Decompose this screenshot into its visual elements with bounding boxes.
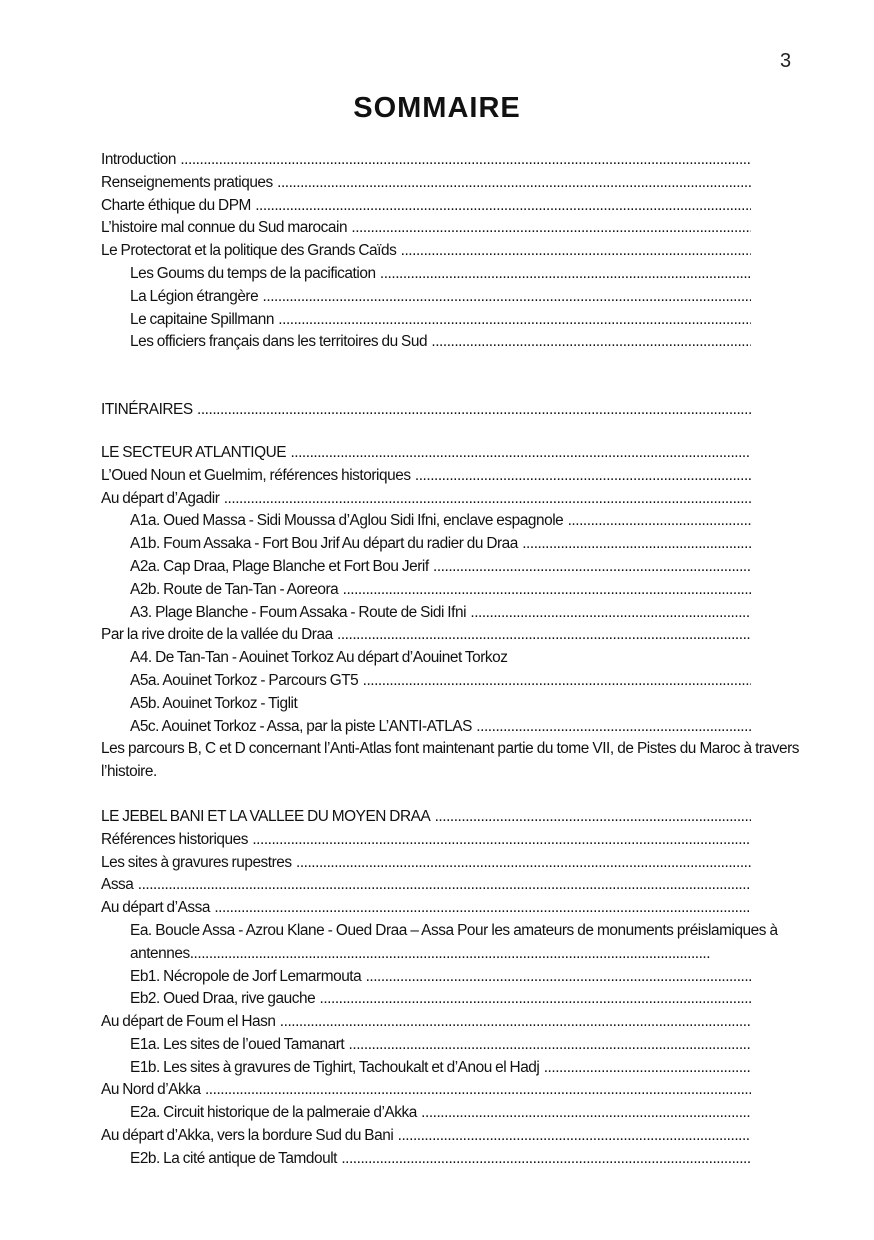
anti-atlas-note: Les parcours B, C et D concernant l’Anti-Atlas font maintenant partie du tome VII, de Pistes du Maroc à travers l’histoire.	[101, 740, 799, 781]
page-title: SOMMAIRE	[353, 92, 521, 124]
toc-subentry-e2a[interactable]: E2a. Circuit historique de la palmeraie d’Akka .....	[101, 1102, 751, 1125]
toc-subentry-a5b[interactable]: A5b. Aouinet Torkoz - Tiglit	[130, 694, 298, 712]
toc-subentry-eb1[interactable]: Eb1. Nécropole de Jorf Lemarmouta .....	[101, 966, 751, 989]
dot-leader: ........................................................................................................................................	[189, 944, 711, 962]
toc-entry-references[interactable]: Références historiques .....	[101, 829, 751, 852]
toc-subentry-a2b[interactable]: A2b. Route de Tan-Tan - Aoreora .....	[101, 579, 751, 602]
toc-heading-jebel-bani[interactable]: LE JEBEL BANI ET LA VALLEE DU MOYEN DRAA .....	[101, 806, 751, 829]
toc-subentry-ea-text: Ea. Boucle Assa - Azrou Klane - Oued Draa – Assa Pour les amateurs de monuments préislamiques à antennes	[130, 921, 778, 962]
table-of-contents	[101, 149, 799, 1171]
toc-subentry-e2b[interactable]: E2b. La cité antique de Tamdoult .....	[101, 1148, 751, 1171]
toc-entry-assa[interactable]: Assa .....	[101, 874, 751, 897]
toc-subentry-officiers[interactable]: Les officiers français dans les territoires du Sud .....	[101, 331, 751, 354]
toc-subentry-goums[interactable]: Les Goums du temps de la pacification .....	[101, 263, 751, 286]
toc-subentry-spillmann[interactable]: Le capitaine Spillmann .....	[101, 309, 751, 332]
toc-subentry-a5c[interactable]: A5c. Aouinet Torkoz - Assa, par la piste L’ANTI-ATLAS .....	[101, 716, 751, 739]
toc-subentry-legion[interactable]: La Légion étrangère .....	[101, 286, 751, 309]
toc-entry-depart-agadir[interactable]: Au départ d’Agadir .....	[101, 488, 751, 511]
toc-entry-itineraires[interactable]: ITINÉRAIRES .....	[101, 399, 751, 422]
toc-entry-protectorat[interactable]: Le Protectorat et la politique des Grands Caïds .....	[101, 240, 751, 263]
toc-entry-renseignements[interactable]: Renseignements pratiques .....	[101, 172, 751, 195]
toc-entry-histoire[interactable]: L’histoire mal connue du Sud marocain .....	[101, 217, 751, 240]
toc-subentry-a4[interactable]: A4. De Tan-Tan - Aouinet Torkoz Au départ d’Aouinet Torkoz	[130, 649, 508, 667]
section-spacer	[101, 354, 751, 399]
toc-entry-depart-akka[interactable]: Au départ d’Akka, vers la bordure Sud du Bani .....	[101, 1125, 751, 1148]
toc-subentry-a1b[interactable]: A1b. Foum Assaka - Fort Bou Jrif Au départ du radier du Draa .....	[101, 533, 751, 556]
page-number: 3	[780, 50, 792, 72]
toc-entry-depart-assa[interactable]: Au départ d’Assa .....	[101, 897, 751, 920]
toc-subentry-ea[interactable]	[101, 920, 804, 966]
toc-entry-nord-akka[interactable]: Au Nord d’Akka .....	[101, 1079, 751, 1102]
toc-subentry-a1a[interactable]: A1a. Oued Massa - Sidi Moussa d’Aglou Sidi Ifni, enclave espagnole .....	[101, 510, 751, 533]
toc-entry-foum-el-hasn[interactable]: Au départ de Foum el Hasn .....	[101, 1011, 751, 1034]
toc-entry-introduction[interactable]: Introduction .....	[101, 149, 751, 172]
toc-entry-charte[interactable]: Charte éthique du DPM .....	[101, 195, 751, 218]
toc-subentry-a2a[interactable]: A2a. Cap Draa, Plage Blanche et Fort Bou Jerif .....	[101, 556, 751, 579]
section-spacer	[101, 784, 751, 806]
toc-subentry-a5a[interactable]: A5a. Aouinet Torkoz - Parcours GT5 .....	[101, 670, 751, 693]
toc-entry-oued-noun[interactable]: L’Oued Noun et Guelmim, références historiques .....	[101, 465, 751, 488]
toc-subentry-eb2[interactable]: Eb2. Oued Draa, rive gauche .....	[101, 988, 751, 1011]
toc-entry-gravures[interactable]: Les sites à gravures rupestres .....	[101, 852, 751, 875]
toc-entry-rive-droite[interactable]: Par la rive droite de la vallée du Draa .....	[101, 624, 751, 647]
toc-heading-secteur-atlantique[interactable]: LE SECTEUR ATLANTIQUE .....	[101, 442, 751, 465]
toc-subentry-e1b[interactable]: E1b. Les sites à gravures de Tighirt, Tachoukalt et d’Anou el Hadj .....	[101, 1057, 751, 1080]
toc-subentry-a3[interactable]: A3. Plage Blanche - Foum Assaka - Route de Sidi Ifni .....	[101, 602, 751, 625]
section-spacer	[101, 422, 751, 442]
toc-subentry-e1a[interactable]: E1a. Les sites de l’oued Tamanart .....	[101, 1034, 751, 1057]
